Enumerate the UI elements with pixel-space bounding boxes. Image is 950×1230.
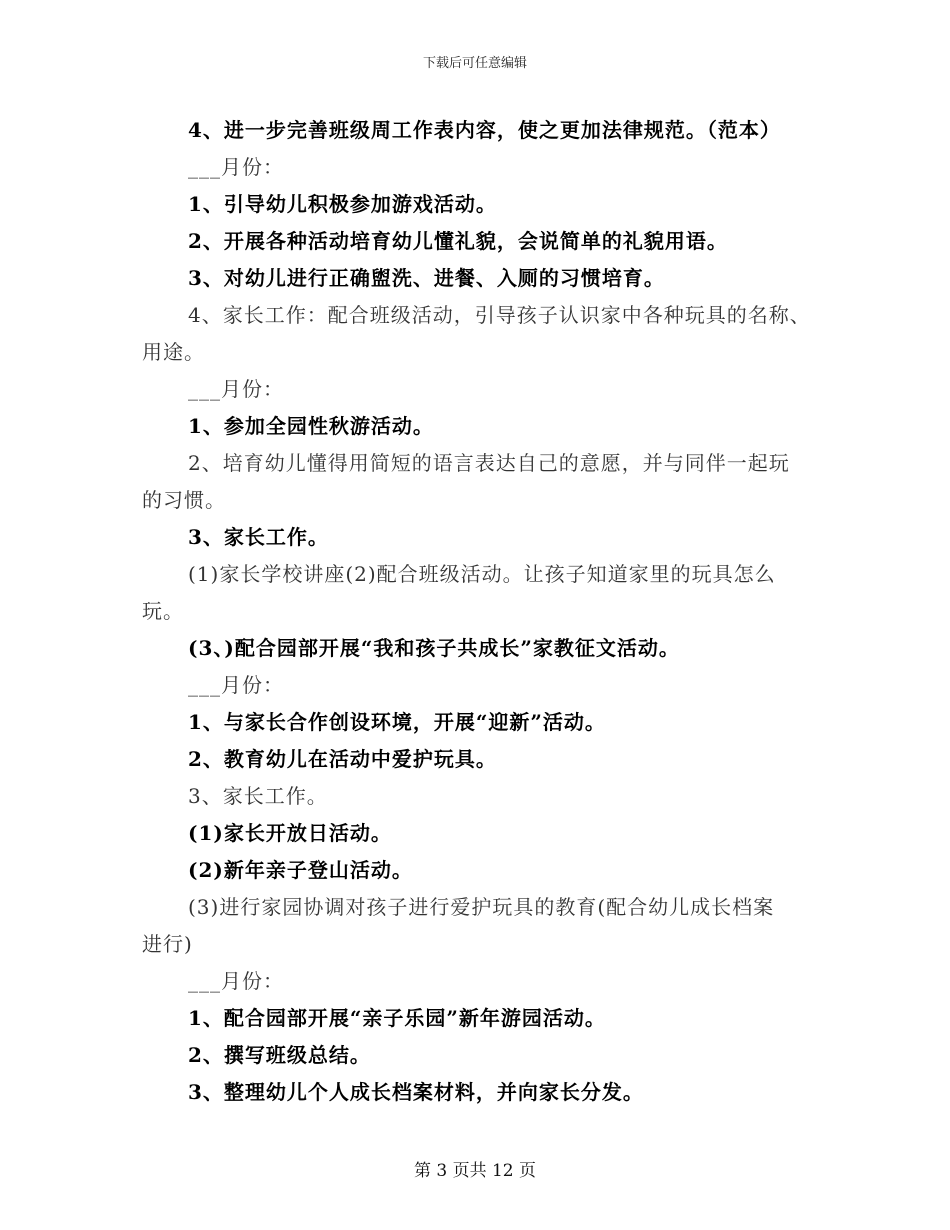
text-line: (2)新年亲子登山活动。 bbox=[188, 858, 413, 882]
text-line: 1、引导幼儿积极参加游戏活动。 bbox=[188, 192, 497, 216]
text-line: 3、家长工作。 bbox=[188, 525, 329, 549]
text-line: (1)家长学校讲座(2)配合班级活动。让孩子知道家里的玩具怎么 bbox=[188, 562, 776, 586]
text-line: 用途。 bbox=[142, 340, 205, 364]
text-line: 4、家长工作：配合班级活动，引导孩子认识家中各种玩具的名称、 bbox=[188, 303, 811, 327]
text-line: ___月份： bbox=[188, 673, 284, 697]
text-line: 1、配合园部开展“亲子乐园”新年游园活动。 bbox=[188, 1006, 606, 1030]
text-line: (3)进行家园协调对孩子进行爱护玩具的教育(配合幼儿成长档案 bbox=[188, 895, 775, 919]
text-line: 2、培育幼儿懂得用简短的语言表达自己的意愿，并与同伴一起玩 bbox=[188, 451, 790, 475]
text-line: 3、对幼儿进行正确盥洗、进餐、入厕的习惯培育。 bbox=[188, 266, 665, 290]
text-line: 的习惯。 bbox=[142, 488, 226, 512]
text-line: (3、)配合园部开展“我和孩子共成长”家教征文活动。 bbox=[188, 636, 680, 660]
text-line: 进行) bbox=[142, 932, 193, 956]
text-line: ___月份： bbox=[188, 969, 284, 993]
document-body bbox=[142, 112, 822, 1111]
text-line: 3、整理幼儿个人成长档案材料，并向家长分发。 bbox=[188, 1080, 644, 1104]
text-line: ___月份： bbox=[188, 155, 284, 179]
text-line: 2、撰写班级总结。 bbox=[188, 1043, 371, 1067]
text-line: 玩。 bbox=[142, 599, 184, 623]
text-line: ___月份： bbox=[188, 377, 284, 401]
text-line: 2、教育幼儿在活动中爱护玩具。 bbox=[188, 747, 497, 771]
page-header: 下载后可任意编辑 bbox=[422, 56, 527, 71]
text-line: 3、家长工作。 bbox=[188, 784, 328, 808]
text-line: (1)家长开放日活动。 bbox=[188, 821, 392, 845]
text-line: 2、开展各种活动培育幼儿懂礼貌，会说简单的礼貌用语。 bbox=[188, 229, 728, 253]
page-footer: 第 3 页共 12 页 bbox=[413, 1161, 537, 1181]
text-line: 1、参加全园性秋游活动。 bbox=[188, 414, 434, 438]
text-line: 1、与家长合作创设环境，开展“迎新”活动。 bbox=[188, 710, 606, 734]
text-line: 4、进一步完善班级周工作表内容，使之更加法律规范。（范本） bbox=[188, 118, 781, 142]
